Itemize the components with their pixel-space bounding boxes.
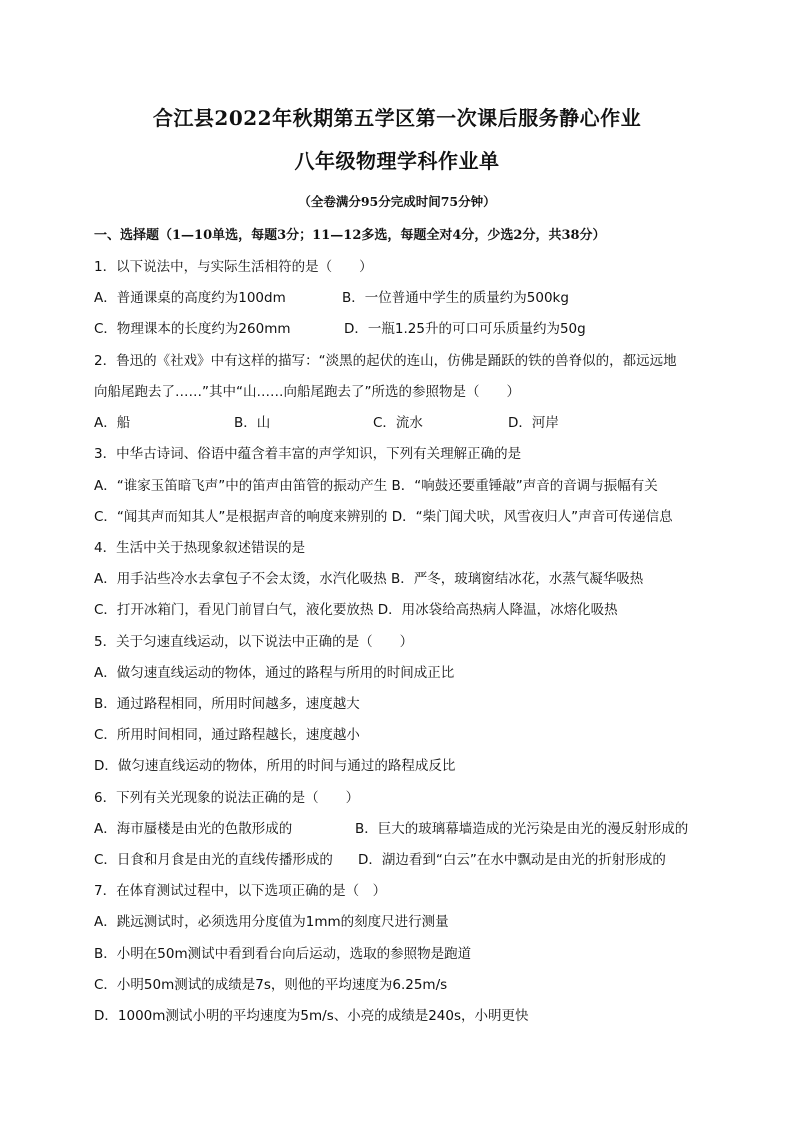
question-3-options-ab: A．“谁家玉笛暗飞声”中的笛声由笛管的振动产生 B．“响鼓还要重锤敲”声音的音调与振幅有关 [94,478,658,494]
question-5-option-d: D．做匀速直线运动的物体，所用的时间与通过的路程成反比 [94,758,456,774]
option-c: C．物理课本的长度约为260mm [94,321,291,337]
question-4-options-ab: A．用手沾些冷水去拿包子不会太烫，水汽化吸热 B．严冬，玻璃窗结冰花，水蒸气凝华吸热 [94,571,644,587]
option-d: D．湖边看到“白云”在水中飘动是由光的折射形成的 [358,852,666,868]
question-7-option-c: C．小明50m测试的成绩是7s，则他的平均速度为6.25m/s [94,977,448,993]
exam-note: （全卷满分95分完成时间75分钟） [298,194,496,209]
question-5-option-a: A．做匀速直线运动的物体，通过的路程与所用的时间成正比 [94,665,455,681]
question-6-stem: 6．下列有关光现象的说法正确的是（ ） [94,790,360,806]
option-d: D．一瓶1.25升的可口可乐质量约为50g [344,321,586,337]
question-5-option-c: C．所用时间相同，通过路程越长，速度越小 [94,727,360,743]
question-7-option-d: D．1000m测试小明的平均速度为5m/s、小亮的成绩是240s，小明更快 [94,1008,529,1024]
option-a: A．普通课桌的高度约为100dm [94,290,286,306]
question-5-option-b: B．通过路程相同，所用时间越多，速度越大 [94,696,360,712]
question-7-option-b: B．小明在50m测试中看到看台向后运动，选取的参照物是跑道 [94,946,472,962]
question-5-stem: 5．关于匀速直线运动，以下说法中正确的是（ ） [94,634,414,650]
page-subtitle: 八年级物理学科作业单 [294,149,500,173]
question-3-options-cd: C．“闻其声而知其人”是根据声音的响度来辨别的 D．“柴门闻犬吠，风雪夜归人”声音可传递信息 [94,509,673,525]
question-2-stem-line2: 向船尾跑去了……”其中“山……向船尾跑去了”所选的参照物是（ ） [94,384,520,400]
section-heading: 一、选择题（1—10单选，每题3分；11—12多选，每题全对4分，少选2分，共38分） [94,228,606,243]
option-a: A．船 [94,415,131,431]
question-1-stem: 1．以下说法中，与实际生活相符的是（ ） [94,259,373,275]
question-7-stem: 7．在体育测试过程中，以下选项正确的是（ ） [94,883,387,899]
question-4-stem: 4．生活中关于热现象叙述错误的是 [94,540,306,556]
option-c: C．日食和月食是由光的直线传播形成的 [94,852,333,868]
question-3-stem: 3．中华古诗词、俗语中蕴含着丰富的声学知识，下列有关理解正确的是 [94,446,522,462]
option-d: D．河岸 [508,415,559,431]
question-7-option-a: A．跳远测试时，必须选用分度值为1mm的刻度尺进行测量 [94,914,449,930]
page-title: 合江县2022年秋期第五学区第一次课后服务静心作业 [152,106,642,130]
question-4-options-cd: C．打开冰箱门，看见门前冒白气，液化要放热 D．用冰袋给高热病人降温，冰熔化吸热 [94,602,618,618]
option-b: B．巨大的玻璃幕墙造成的光污染是由光的漫反射形成的 [355,821,689,837]
question-2-stem-line1: 2．鲁迅的《社戏》中有这样的描写：“淡黑的起伏的连山，仿佛是踊跃的铁的兽脊似的，都远远地 [94,353,677,369]
option-b: B．一位普通中学生的质量约为500kg [342,290,569,306]
option-a: A．海市蜃楼是由光的色散形成的 [94,821,293,837]
option-b: B．山 [234,415,271,431]
option-c: C．流水 [373,415,423,431]
